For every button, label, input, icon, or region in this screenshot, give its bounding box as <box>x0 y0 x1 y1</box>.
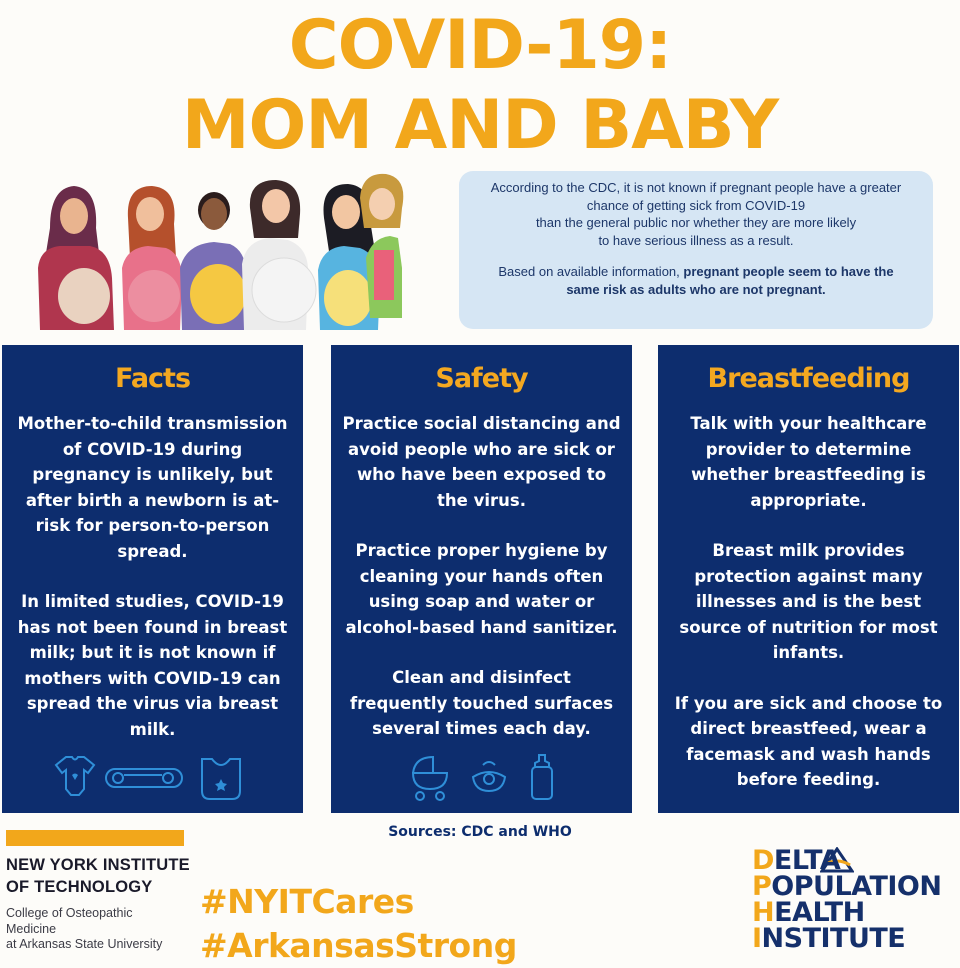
baby-bottle-icon <box>527 753 557 803</box>
bib-icon <box>198 753 244 803</box>
facts-heading: Facts <box>114 363 191 394</box>
safety-icons <box>331 753 632 805</box>
dphi-initial: H <box>752 897 775 928</box>
safety-pin-icon <box>104 765 186 791</box>
breastfeeding-paragraph: Breast milk provides protection against many illnesses and is the best source of nutrition for most infants. <box>679 541 938 662</box>
safety-paragraph: Practice proper hygiene by cleaning your hands often using soap and water or alcohol-based hand sanitizer. <box>345 541 618 637</box>
sources-text: Sources: CDC and WHO <box>388 824 572 840</box>
info-line: According to the CDC, it is not known if pregnant people have a greater <box>490 180 902 195</box>
info-line: to have serious illness as a result. <box>598 232 794 248</box>
woman-hijab-figure <box>38 186 114 330</box>
safety-heading: Safety <box>435 363 528 394</box>
info-line <box>471 281 921 299</box>
safety-panel <box>331 345 632 813</box>
facts-panel <box>2 345 303 813</box>
woman-yellow-dress-figure <box>180 192 246 330</box>
breastfeeding-heading: Breastfeeding <box>707 363 910 394</box>
info-line: than the general public nor whether they are more likely <box>535 215 857 230</box>
dphi-word: ELTA <box>773 845 841 876</box>
breastfeeding-panel <box>658 345 959 813</box>
nyit-logo-line1: NEW YORK INSTITUTE <box>6 856 190 874</box>
cdc-info-box <box>459 171 933 329</box>
woman-white-top-figure <box>242 180 316 330</box>
info-line: chance of getting sick from COVID-19 <box>586 197 806 213</box>
facts-paragraph: Mother-to-child transmission of COVID-19 during pregnancy is unlikely, but after birth a newborn is at-risk for person-to-person spread. <box>17 414 288 561</box>
nyit-logo-bar <box>6 830 184 846</box>
dphi-word: EALTH <box>774 897 865 928</box>
safety-paragraph: Practice social distancing and avoid people who are sick or who have been exposed to the virus. <box>342 414 621 510</box>
nyit-college-text <box>6 906 176 953</box>
dphi-initial: P <box>752 871 772 902</box>
nyit-college-line: College of Osteopathic Medicine <box>6 906 133 936</box>
dphi-word: OPULATION <box>771 871 942 902</box>
dphi-word: NSTITUTE <box>761 923 906 954</box>
info-bold-text: pregnant people seem to have the <box>683 264 894 279</box>
breastfeeding-paragraph: Talk with your healthcare provider to determine whether breastfeeding is appropriate. <box>690 414 927 510</box>
nyit-college-line: at Arkansas State University <box>6 937 163 951</box>
page-title-line1: COVID-19: <box>288 6 672 85</box>
hashtags: #NYITCares #ArkansasStrong <box>200 882 517 965</box>
dphi-logo <box>752 845 957 955</box>
dphi-initial: D <box>752 845 774 876</box>
onesie-icon <box>52 753 98 799</box>
breastfeeding-paragraph: If you are sick and choose to direct breastfeed, wear a facemask and wash hands before feeding. <box>674 693 943 789</box>
dphi-row <box>752 925 905 953</box>
facts-paragraph: In limited studies, COVID-19 has not been found in breast milk; but it is not known if mothers with COVID-19 can spread the virus via breast milk. <box>17 592 288 739</box>
pregnant-women-illustration <box>30 168 405 338</box>
page-title-line2: MOM AND BABY <box>181 86 779 165</box>
facts-icons <box>2 753 303 805</box>
stroller-icon <box>407 753 453 803</box>
woman-pink-dress-figure <box>122 186 182 330</box>
pacifier-icon <box>467 757 511 801</box>
safety-paragraph: Clean and disinfect frequently touched surfaces several times each day. <box>349 668 614 738</box>
info-line <box>471 263 921 281</box>
dphi-initial: I <box>752 923 762 954</box>
nyit-logo-line2: OF TECHNOLOGY <box>6 878 153 896</box>
info-text: Based on available information, <box>498 264 684 279</box>
info-bold-text: same risk as adults who are not pregnant. <box>566 281 826 297</box>
